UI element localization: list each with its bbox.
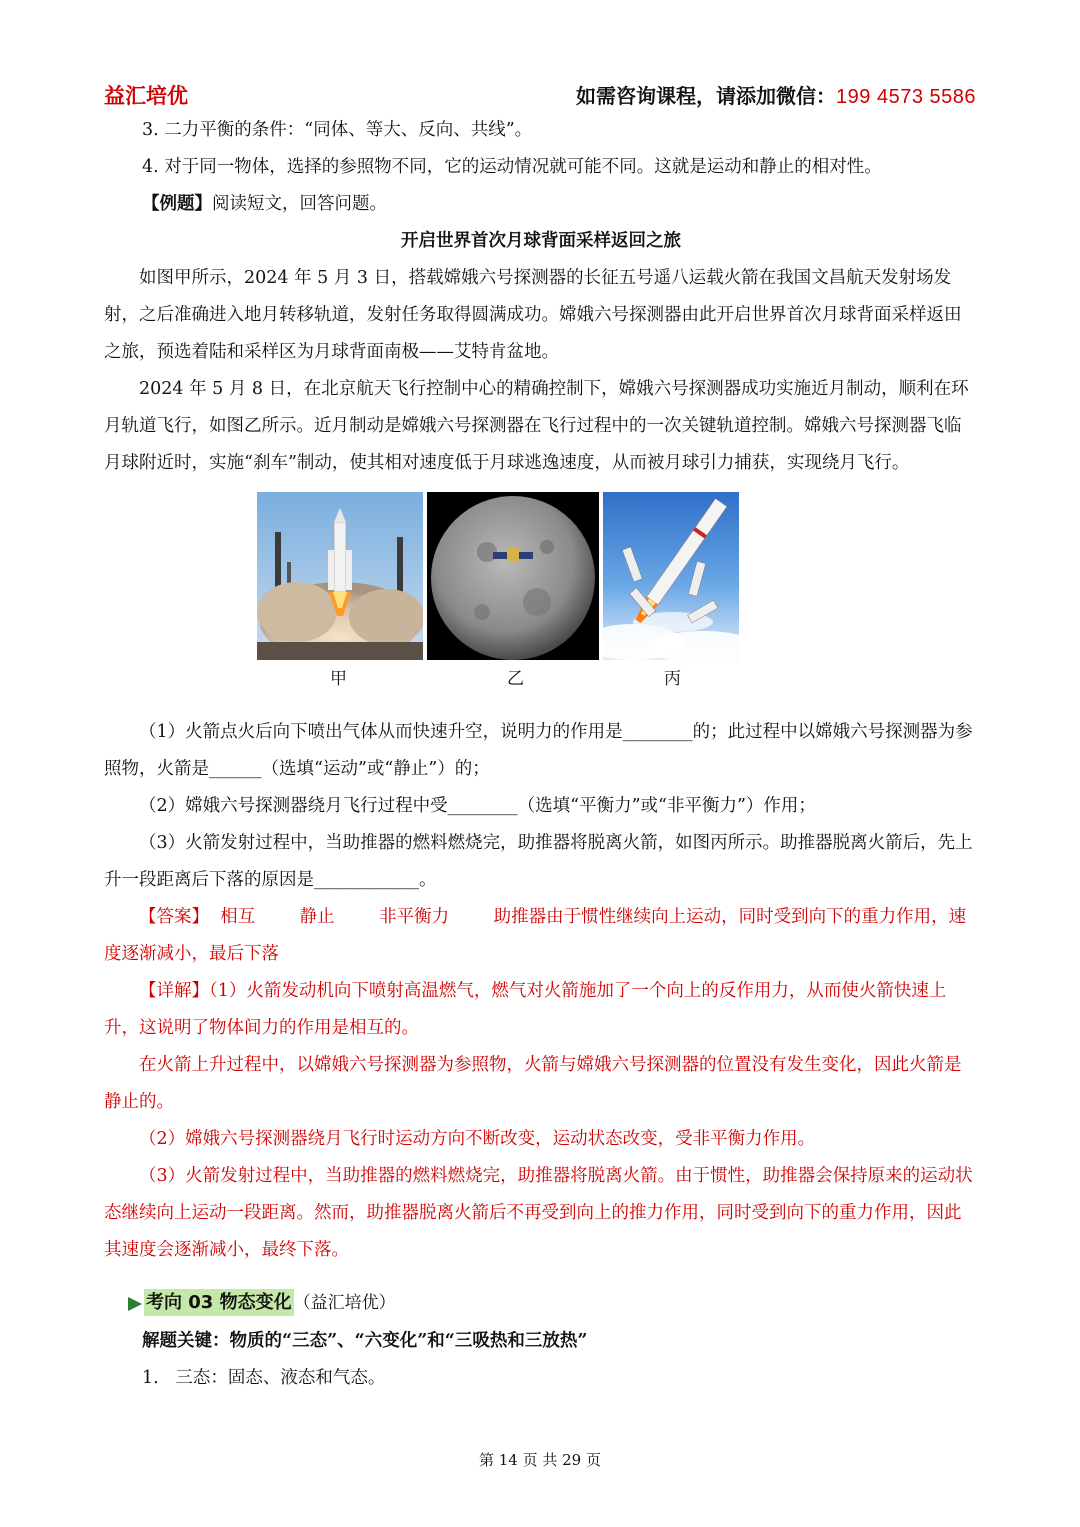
article-paragraph-2: 2024 年 5 月 8 日，在北京航天飞行控制中心的精确控制下，嫦娥六号探测器成功实施近月制动，顺利在环月轨道飞行，如图乙所示。近月制动是嫦娥六号探测器在飞行过程中的一次关键轨道控制。嫦娥六号探测器飞临月球附近时，实施“刹车”制动，使其相对速度低于月球逃逸速度，从而被月球引力捕获，实现绕月飞行。 xyxy=(104,379,969,473)
key-point: 解题关键：物质的“三态”、“六变化”和“三吸热和三放热” xyxy=(142,1331,588,1351)
detail-text-1: （1）火箭发动机向下喷射高温燃气，燃气对火箭施加了一个向上的反作用力，从而使火箭快速上升，这说明了物体间力的作用是相互的。 xyxy=(104,981,947,1038)
example-tag: 【例题】 xyxy=(142,194,212,214)
example-intro xyxy=(104,186,978,223)
question-2: （2）嫦娥六号探测器绕月飞行过程中受________（选填“平衡力”或“非平衡力”）作用； xyxy=(139,796,816,816)
detail-paragraph-2: 在火箭上升过程中，以嫦娥六号探测器为参照物，火箭与嫦娥六号探测器的位置没有发生变化，因此火箭是静止的。 xyxy=(104,1055,962,1112)
detail-paragraph-1 xyxy=(104,973,978,1047)
states-line: 1. 三态：固态、液态和气态。 xyxy=(142,1368,386,1388)
section-title: 考向 03 物态变化 xyxy=(144,1289,294,1316)
caption-yi: 乙 xyxy=(507,669,524,689)
answer-line xyxy=(104,899,978,973)
article-paragraph-1: 如图甲所示，2024 年 5 月 3 日，搭载嫦娥六号探测器的长征五号遥八运载火箭在我国文昌航天发射场发射，之后准确进入地月转移轨道，发射任务取得圆满成功。嫦娥六号探测器由此开启世界首次月球背面采样返田之旅，预选着陆和采样区为月球背面南极——艾特肯盆地。 xyxy=(104,268,962,362)
page-header xyxy=(104,80,976,110)
question-3: （3）火箭发射过程中，当助推器的燃料燃烧完，助推器将脱离火箭，如图丙所示。助推器脱离火箭后，先上升一段距离后下落的原因是____________。 xyxy=(104,833,973,890)
detail-paragraph-4: （3）火箭发射过程中，当助推器的燃料燃烧完，助推器将脱离火箭。由于惯性，助推器会保持原来的运动状态继续向上运动一段距离。然而，助推器脱离火箭后不再受到向上的推力作用，同时受到向下的重力作用，因此其速度会逐渐减小，最终下落。 xyxy=(104,1166,973,1260)
example-text: 阅读短文，回答问题。 xyxy=(212,194,387,214)
page-content xyxy=(104,112,978,1397)
section-heading xyxy=(104,1283,978,1323)
answer-tag: 【答案】 xyxy=(139,907,209,927)
caption-bing: 丙 xyxy=(664,669,681,689)
detail-paragraph-3: （2）嫦娥六号探测器绕月飞行时运动方向不断改变，运动状态改变，受非平衡力作用。 xyxy=(139,1129,816,1149)
figure-moon-orbit xyxy=(427,492,599,660)
caption-jia: 甲 xyxy=(330,669,347,689)
section-source: （益汇培优） xyxy=(293,1293,396,1313)
brand-name: 益汇培优 xyxy=(104,83,188,108)
figure-rocket-launch xyxy=(257,492,423,660)
page-footer: 第 14 页 共 29 页 xyxy=(478,1451,601,1469)
contact-info xyxy=(576,80,976,109)
figure-booster-separation xyxy=(603,492,739,660)
contact-number: 199 4573 5586 xyxy=(836,86,976,108)
article-title: 开启世界首次月球背面采样返回之旅 xyxy=(401,231,681,251)
figure-row xyxy=(104,492,978,714)
section-arrow-icon xyxy=(126,1295,144,1313)
rule-line-4: 4. 对于同一物体，选择的参照物不同，它的运动情况就可能不同。这就是运动和静止的相对性。 xyxy=(142,157,882,177)
answer-text: 相互 静止 非平衡力 助推器由于惯性继续向上运动，同时受到向下的重力作用，速度逐渐减小，最后下落 xyxy=(104,907,967,964)
rule-line-3: 3. 二力平衡的条件：“同体、等大、反向、共线”。 xyxy=(142,120,533,140)
contact-label: 如需咨询课程，请添加微信： xyxy=(576,84,837,108)
question-1: （1）火箭点火后向下喷出气体从而快速升空，说明力的作用是________的；此过程中以嫦娥六号探测器为参照物，火箭是______（选填“运动”或“静止”）的； xyxy=(104,722,973,779)
detail-tag: 【详解】 xyxy=(139,981,209,1001)
